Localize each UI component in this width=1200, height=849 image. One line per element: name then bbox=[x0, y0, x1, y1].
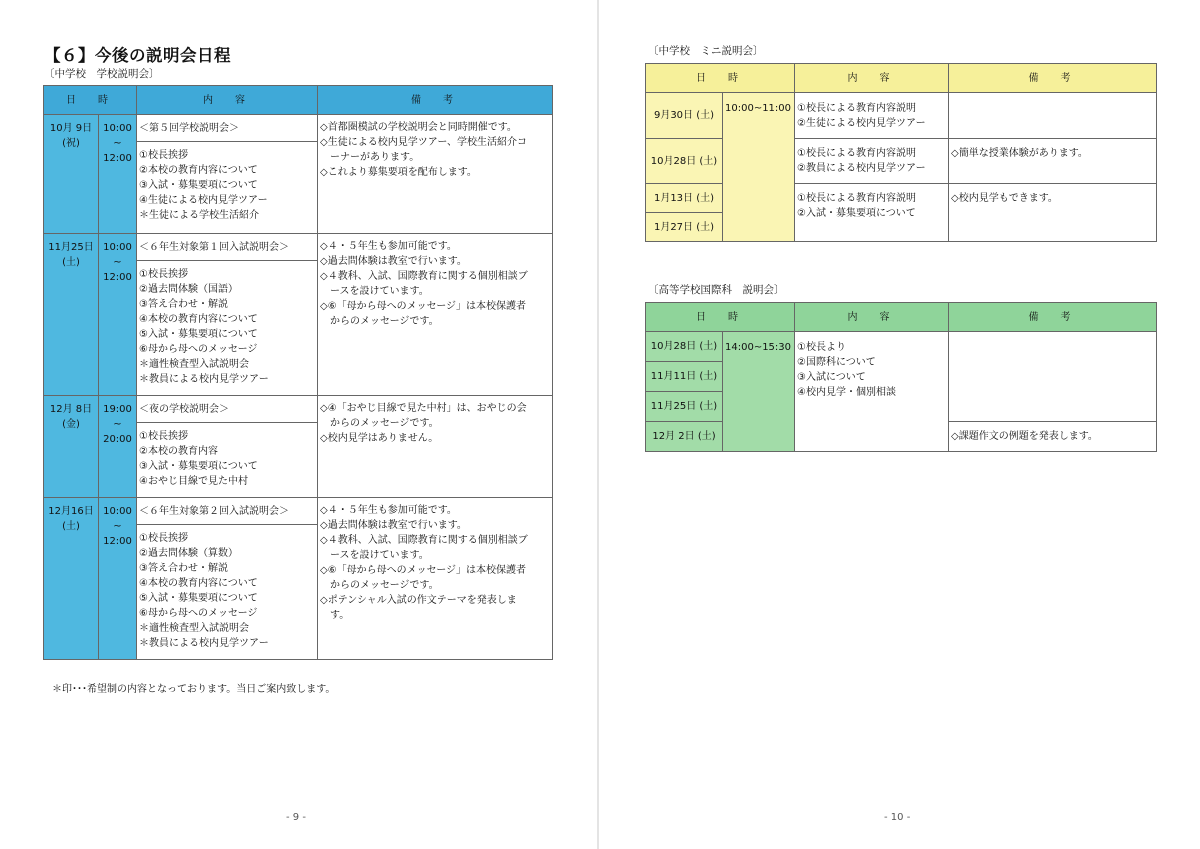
note-line: ◇過去問体験は教室で行います。 bbox=[320, 520, 467, 531]
list-item: ③答え合わせ・解説 bbox=[139, 563, 228, 574]
event-date-line: (土) bbox=[62, 257, 80, 268]
hs-date: 12月 2日 (土) bbox=[646, 422, 723, 452]
note-line: ◇４・５年生も参加可能です。 bbox=[320, 241, 457, 252]
event-items bbox=[137, 261, 318, 396]
event-heading: ＜夜の学校説明会＞ bbox=[137, 396, 318, 423]
table-row bbox=[646, 93, 1157, 139]
note-line: からのメッセージです。 bbox=[320, 316, 439, 327]
note-line: ◇４教科、入試、国際教育に関する個別相談ブ bbox=[320, 271, 528, 282]
list-item: ③入試について bbox=[797, 372, 866, 383]
event-time-line: ~ bbox=[113, 521, 122, 532]
mini-header-date: 日 時 bbox=[646, 64, 795, 93]
event-time-line: 19:00 bbox=[103, 404, 132, 415]
hs-notes-cell bbox=[949, 332, 1157, 422]
note-line: ースを設けています。 bbox=[320, 286, 429, 297]
mini-subtitle: 〔中学校 ミニ説明会〕 bbox=[648, 45, 764, 57]
note-line: ◇４・５年生も参加可能です。 bbox=[320, 505, 457, 516]
mini-briefing-table bbox=[645, 63, 1157, 242]
header-notes: 備 考 bbox=[318, 86, 553, 115]
event-items bbox=[137, 423, 318, 498]
event-time-line: 10:00 bbox=[103, 123, 132, 134]
event-date-line: 11月25日 bbox=[48, 242, 94, 253]
list-item: ①校長挨拶 bbox=[139, 431, 188, 442]
note-line: ◇生徒による校内見学ツアー、学校生活紹介コ bbox=[320, 137, 527, 148]
mini-date: 10月28日 (土) bbox=[646, 139, 723, 184]
header-content: 内 容 bbox=[137, 86, 318, 115]
event-date bbox=[44, 234, 99, 396]
table-row bbox=[44, 234, 553, 261]
hs-header-content: 内 容 bbox=[795, 303, 949, 332]
list-item: ④本校の教育内容について bbox=[139, 314, 258, 325]
note-line: ◇⑥「母から母へのメッセージ」は本校保護者 bbox=[320, 301, 527, 312]
schedule-body bbox=[44, 115, 553, 660]
mini-header-row bbox=[646, 64, 1157, 93]
table-row bbox=[646, 139, 1157, 184]
hs-header-row bbox=[646, 303, 1157, 332]
event-time-line: 10:00 bbox=[103, 506, 132, 517]
event-time bbox=[99, 115, 137, 234]
mini-notes-cell: ◇校内見学もできます。 bbox=[949, 184, 1157, 242]
mini-content-cell bbox=[795, 93, 949, 139]
list-item: ②国際科について bbox=[797, 357, 876, 368]
mini-content-cell bbox=[795, 139, 949, 184]
event-date-line: 12月16日 bbox=[48, 506, 94, 517]
list-item: ⑤入試・募集要項について bbox=[139, 593, 258, 604]
hs-notes-cell: ◇課題作文の例題を発表します。 bbox=[949, 422, 1157, 452]
list-item: ＊適性検査型入試説明会 bbox=[139, 359, 249, 370]
note-line: ーナーがあります。 bbox=[320, 152, 420, 163]
event-date-line: (祝) bbox=[62, 138, 80, 149]
note-line: からのメッセージです。 bbox=[320, 580, 439, 591]
event-time-line: ~ bbox=[113, 138, 122, 149]
list-item: ⑥母から母へのメッセージ bbox=[139, 344, 258, 355]
hs-date: 11月11日 (土) bbox=[646, 362, 723, 392]
event-time-line: ~ bbox=[113, 419, 122, 430]
list-item: ①校長による教育内容説明 bbox=[797, 193, 916, 204]
event-time-line: 10:00 bbox=[103, 242, 132, 253]
list-item: ⑥母から母へのメッセージ bbox=[139, 608, 258, 619]
list-item: ②過去問体験（国語） bbox=[139, 284, 238, 295]
mini-header-content: 内 容 bbox=[795, 64, 949, 93]
hs-subtitle: 〔高等学校国際科 説明会〕 bbox=[648, 284, 785, 296]
event-time-line: 12:00 bbox=[103, 536, 132, 547]
note-line: す。 bbox=[320, 610, 350, 621]
event-time-line: 20:00 bbox=[103, 434, 132, 445]
list-item: ＊教員による校内見学ツアー bbox=[139, 638, 269, 649]
hs-date: 10月28日 (土) bbox=[646, 332, 723, 362]
page-spine bbox=[597, 0, 599, 849]
hs-header-date: 日 時 bbox=[646, 303, 795, 332]
table-row bbox=[44, 396, 553, 423]
event-items bbox=[137, 525, 318, 660]
high-school-briefing-table bbox=[645, 302, 1157, 452]
event-time-line: 12:00 bbox=[103, 272, 132, 283]
event-date bbox=[44, 115, 99, 234]
event-heading: ＜６年生対象第２回入試説明会＞ bbox=[137, 498, 318, 525]
mini-notes-cell bbox=[949, 93, 1157, 139]
list-item: ④生徒による校内見学ツアー bbox=[139, 195, 268, 206]
event-time bbox=[99, 234, 137, 396]
list-item: ①校長による教育内容説明 bbox=[797, 148, 916, 159]
mini-date: 1月13日 (土) bbox=[646, 184, 723, 213]
mini-date: 9月30日 (土) bbox=[646, 93, 723, 139]
list-item: ①校長挨拶 bbox=[139, 150, 188, 161]
list-item: ④本校の教育内容について bbox=[139, 578, 258, 589]
list-item: ②過去問体験（算数） bbox=[139, 548, 238, 559]
page-title: 【６】今後の説明会日程 bbox=[44, 46, 231, 65]
event-time bbox=[99, 498, 137, 660]
list-item: ②本校の教育内容について bbox=[139, 165, 258, 176]
note-line: ◇⑥「母から母へのメッセージ」は本校保護者 bbox=[320, 565, 527, 576]
event-items bbox=[137, 142, 318, 234]
event-time-line: 12:00 bbox=[103, 153, 132, 164]
note-line: ◇４教科、入試、国際教育に関する個別相談ブ bbox=[320, 535, 528, 546]
note-line: からのメッセージです。 bbox=[320, 418, 439, 429]
list-item: ②本校の教育内容 bbox=[139, 446, 218, 457]
footnote: ＊印･･･希望制の内容となっております。当日ご案内致します。 bbox=[52, 684, 336, 695]
list-item: ①校長挨拶 bbox=[139, 533, 188, 544]
note-line: ◇これより募集要項を配布します。 bbox=[320, 167, 477, 178]
list-item: ＊適性検査型入試説明会 bbox=[139, 623, 249, 634]
mini-time: 10:00~11:00 bbox=[723, 93, 795, 242]
note-line: ◇④「おやじ目線で見た中村」は、おやじの会 bbox=[320, 403, 527, 414]
page-number-right: - 10 - bbox=[884, 812, 911, 823]
mini-content-cell bbox=[795, 184, 949, 242]
table-row bbox=[646, 332, 1157, 362]
mini-date: 1月27日 (土) bbox=[646, 213, 723, 242]
event-date bbox=[44, 498, 99, 660]
page-number-left: - 9 - bbox=[286, 812, 306, 823]
list-item: ①校長による教育内容説明 bbox=[797, 103, 916, 114]
list-item: ①校長より bbox=[797, 342, 846, 353]
event-notes bbox=[318, 234, 553, 396]
hs-date: 11月25日 (土) bbox=[646, 392, 723, 422]
note-line: ◇首都圏模試の学校説明会と同時開催です。 bbox=[320, 122, 517, 133]
list-item: ③答え合わせ・解説 bbox=[139, 299, 228, 310]
list-item: ②教員による校内見学ツアー bbox=[797, 163, 926, 174]
note-line: ◇ポテンシャル入試の作文テーマを発表しま bbox=[320, 595, 517, 606]
hs-time: 14:00~15:30 bbox=[723, 332, 795, 452]
event-notes bbox=[318, 115, 553, 234]
event-time bbox=[99, 396, 137, 498]
list-item: ②生徒による校内見学ツアー bbox=[797, 118, 926, 129]
mini-notes-cell: ◇簡単な授業体験があります。 bbox=[949, 139, 1157, 184]
table-header-row bbox=[44, 86, 553, 115]
event-date-line: (金) bbox=[62, 419, 80, 430]
list-item: ④おやじ目線で見た中村 bbox=[139, 476, 248, 487]
event-date-line: 10月 9日 bbox=[49, 123, 93, 134]
event-heading: ＜第５回学校説明会＞ bbox=[137, 115, 318, 142]
note-line: ◇過去問体験は教室で行います。 bbox=[320, 256, 467, 267]
hs-header-notes: 備 考 bbox=[949, 303, 1157, 332]
mini-header-notes: 備 考 bbox=[949, 64, 1157, 93]
list-item: ③入試・募集要項について bbox=[139, 180, 258, 191]
event-date-line: (土) bbox=[62, 521, 80, 532]
briefing-schedule-table bbox=[43, 85, 553, 660]
event-heading: ＜６年生対象第１回入試説明会＞ bbox=[137, 234, 318, 261]
event-time-line: ~ bbox=[113, 257, 122, 268]
event-notes bbox=[318, 498, 553, 660]
event-notes bbox=[318, 396, 553, 498]
note-line: ースを設けています。 bbox=[320, 550, 429, 561]
header-date: 日 時 bbox=[44, 86, 137, 115]
list-item: ③入試・募集要項について bbox=[139, 461, 258, 472]
section-subtitle: 〔中学校 学校説明会〕 bbox=[44, 68, 160, 80]
event-date bbox=[44, 396, 99, 498]
table-row bbox=[44, 498, 553, 525]
list-item: ④校内見学・個別相談 bbox=[797, 387, 896, 398]
event-date-line: 12月 8日 bbox=[49, 404, 93, 415]
table-row bbox=[44, 115, 553, 142]
list-item: ①校長挨拶 bbox=[139, 269, 188, 280]
note-line: ◇校内見学はありません。 bbox=[320, 433, 439, 444]
list-item: ＊教員による校内見学ツアー bbox=[139, 374, 269, 385]
list-item: ⑤入試・募集要項について bbox=[139, 329, 258, 340]
hs-content-cell bbox=[795, 332, 949, 452]
table-row bbox=[646, 184, 1157, 213]
list-item: ＊生徒による学校生活紹介 bbox=[139, 210, 259, 221]
list-item: ②入試・募集要項について bbox=[797, 208, 916, 219]
